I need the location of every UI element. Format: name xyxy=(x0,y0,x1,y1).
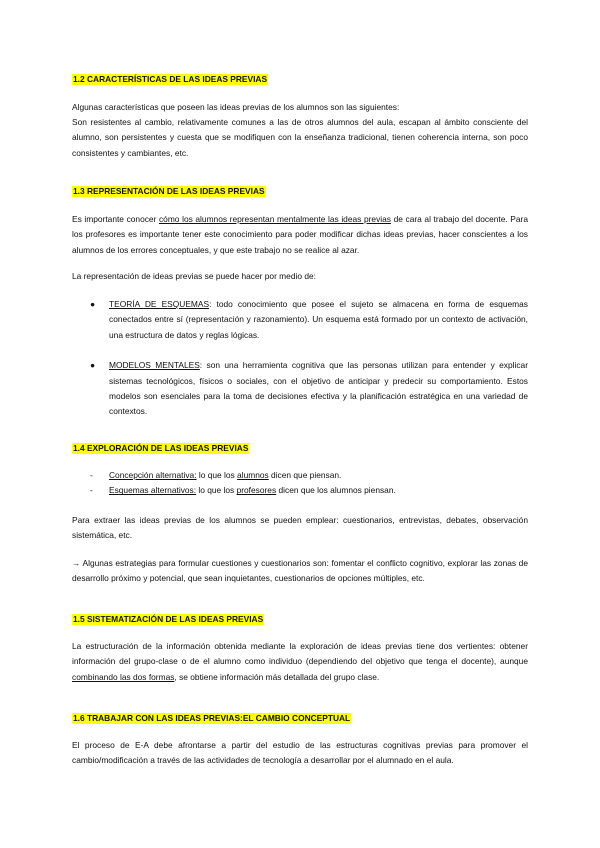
dash-item-concepcion xyxy=(90,468,528,483)
p1-text-after: de cara al trabajo del docente. Para los profesores es importante tener este conocimiento para poder modificar dichas ideas previas, hacer conscientes a los alumnos de los errores conceptuales, y que este trabajo no se realice al azar. xyxy=(72,214,528,255)
heading-1-4: 1.4 EXPLORACIÓN DE LAS IDEAS PREVIAS xyxy=(73,443,249,453)
p-underlined-text: combinando las dos formas xyxy=(72,671,175,682)
dash-text-end: dicen que piensan. xyxy=(268,470,342,480)
section-1-4-paragraph-1: Para extraer las ideas previas de los alumnos se pueden emplear: cuestionarios, entrevistas, debates, observación sistemática, etc. xyxy=(72,515,528,541)
section-1-3-paragraph-1 xyxy=(72,212,528,258)
bullet-term: MODELOS MENTALES xyxy=(109,360,200,371)
dash-term: Concepción alternativa: xyxy=(109,470,197,480)
p-text-after: , se obtiene información más detallada del grupo clase. xyxy=(174,671,380,682)
dash-text: lo que los xyxy=(196,470,238,480)
section-1-2-intro: Algunas características que poseen las ideas previas de los alumnos son las siguientes: xyxy=(72,102,400,112)
p1-underlined-text: cómo los alumnos representan mentalmente las ideas previas xyxy=(158,214,391,224)
heading-1-6: 1.6 TRABAJAR CON LAS IDEAS PREVIAS:EL CAMBIO CONCEPTUAL xyxy=(73,713,351,723)
bullet-item-modelos-mentales xyxy=(90,358,528,420)
p1-text-before: Es importante conocer xyxy=(72,214,159,224)
heading-1-2: 1.2 CARACTERÍSTICAS DE LAS IDEAS PREVIAS xyxy=(73,74,268,84)
bullet-text: : son una herramienta cognitiva que las personas utilizan para entender y explicar sistemas tecnológicos, físicos o sociales, con el objetivo de anticipar y predecir su comportamiento. Estos modelos son esenciales para la toma de decisiones efectiva y la planificación estratégica en una variedad de contextos. xyxy=(109,360,529,417)
p-text-before: La estructuración de la información obtenida mediante la exploración de ideas previas tiene dos vertientes: obtener información del grupo-clase o de el alumno como individuo (dependiendo del objetivo que tenga el docente), aunque xyxy=(72,641,528,667)
section-1-6-body: El proceso de E-A debe afrontarse a partir del estudio de las estructuras cognitivas previas para promover el cambio/modificación a través de las actividades de tecnología a desarrollar por el alumnado en el aula. xyxy=(72,740,528,766)
bullet-dot-icon: ● xyxy=(90,299,96,309)
dash-item-esquemas xyxy=(90,483,528,498)
exploration-dash-list xyxy=(90,468,528,499)
dash-text: lo que los xyxy=(196,485,237,496)
section-1-4-paragraph-2: → Algunas estrategias para formular cuestiones y cuestionarios son: fomentar el conflicto cognitivo, explorar las zonas de desarrollo próximo y potencial, que sean inquietantes, cuestionarios de opciones múltiples, etc. xyxy=(72,558,528,584)
dash-underlined: alumnos xyxy=(237,470,269,480)
heading-1-5: 1.5 SISTEMATIZACIÓN DE LAS IDEAS PREVIAS xyxy=(73,614,264,624)
section-1-5-paragraph xyxy=(72,639,528,685)
dash-term: Esquemas alternativos: xyxy=(109,485,197,496)
section-1-2-body: Son resistentes al cambio, relativamente comunes a las de otros alumnos del aula, escapan al ámbito consciente del alumno, son persistentes y cuesta que se modifiquen con la enseñanza tradicional, tienen coherencia interna, son poco consistentes y cambiantes, etc. xyxy=(72,117,528,158)
bullet-term: TEORÍA DE ESQUEMAS xyxy=(109,299,210,309)
dash-underlined: profesores xyxy=(236,485,277,496)
dash-text-end: dicen que los alumnos piensan. xyxy=(276,485,396,496)
bullet-item-teoria-esquemas xyxy=(90,297,528,343)
representation-bullet-list xyxy=(90,297,528,420)
bullet-text: : todo conocimiento que posee el sujeto se almacena en forma de esquemas conectados entre sí (representación y razonamiento). Un esquema está formado por un contexto de activación, una estructura de datos y reglas lógicas. xyxy=(109,299,528,340)
dash-marker: - xyxy=(90,485,93,496)
dash-marker: - xyxy=(90,470,93,480)
section-1-3-paragraph-2: La representación de ideas previas se puede hacer por medio de: xyxy=(72,271,316,281)
bullet-dot-icon: ● xyxy=(90,360,96,371)
heading-1-3: 1.3 REPRESENTACIÓN DE LAS IDEAS PREVIAS xyxy=(73,186,265,196)
